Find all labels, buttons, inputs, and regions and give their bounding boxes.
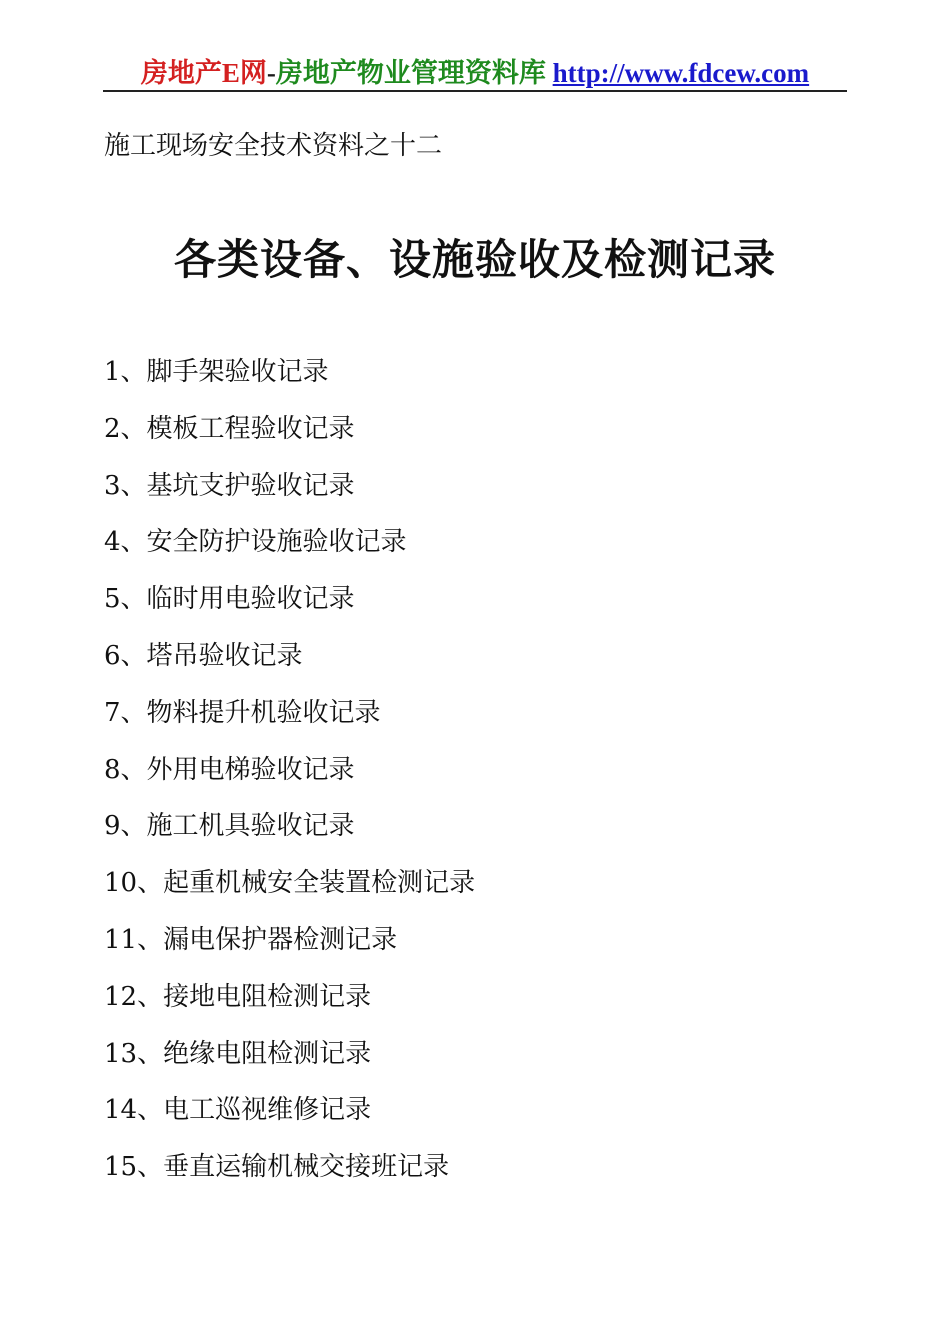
record-item-14: 14、电工巡视维修记录	[104, 1095, 372, 1126]
header-divider	[103, 90, 847, 92]
record-item-1: 1、脚手架验收记录	[104, 357, 329, 387]
document-title: 各类设备、设施验收及检测记录	[173, 235, 776, 284]
record-item-3: 3、基坑支护验收记录	[104, 470, 355, 501]
record-item-10: 10、起重机械安全装置检测记录	[104, 868, 476, 899]
record-list	[104, 350, 475, 1202]
site-url-link[interactable]: http://www.fdcew.com	[552, 58, 810, 88]
record-item-4: 4、安全防护设施验收记录	[104, 527, 407, 558]
record-item-2: 2、模板工程验收记录	[104, 413, 355, 444]
record-item-5: 5、临时用电验收记录	[104, 584, 355, 615]
record-item-11: 11、漏电保护器检测记录	[104, 924, 398, 955]
record-item-15: 15、垂直运输机械交接班记录	[104, 1152, 450, 1183]
record-item-8: 8、外用电梯验收记录	[104, 754, 355, 785]
record-item-7: 7、物料提升机验收记录	[104, 697, 381, 728]
record-item-13: 13、绝缘电阻检测记录	[104, 1038, 372, 1069]
header-separator: -	[266, 58, 276, 88]
record-item-12: 12、接地电阻检测记录	[104, 981, 372, 1012]
record-item-6: 6、塔吊验收记录	[104, 640, 303, 671]
site-brand: 房地产E网	[140, 58, 267, 88]
site-header	[103, 56, 847, 90]
record-item-9: 9、施工机具验收记录	[104, 811, 355, 842]
document-subtitle: 施工现场安全技术资料之十二	[104, 131, 443, 161]
library-name: 房地产物业管理资料库	[275, 58, 546, 88]
